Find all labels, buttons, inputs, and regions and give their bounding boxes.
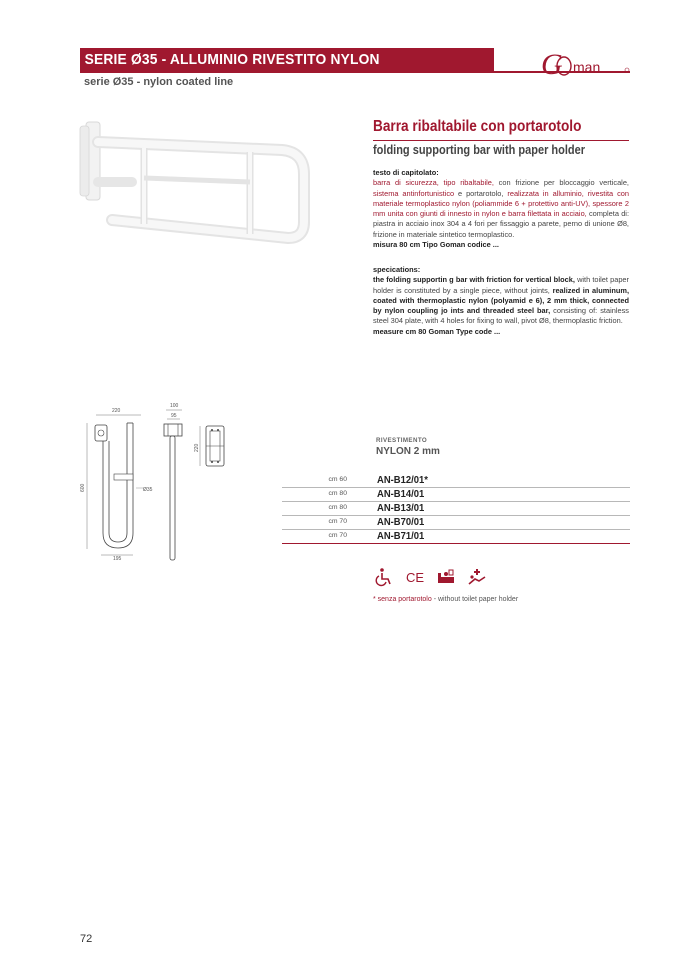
row-code: AN-B14/01 [377,488,425,500]
row-code: AN-B12/01* [377,474,428,486]
dim-diameter-label: Ø35 [143,487,153,493]
row-size: cm 70 [328,532,347,539]
dim-plate-label: 100 [170,403,179,409]
english-text-4: consisting of: stainless steel 304 plate, with 4 holes for fixing to wall, pivot Ø8, thermoplastic friction. [373,306,629,326]
series-subtitle: serie Ø35 - nylon coated line [84,76,234,88]
technical-drawing [76,398,256,574]
footnote-text: - without toilet paper holder [431,596,519,603]
english-heading: specications: [373,265,421,274]
footnote-marked: * senza portarotolo [373,596,432,603]
italian-text-6: completa di: piastra in acciaio inox 304 a 4 fori per fissaggio a parete, perno di unione Ø8, frizione in materiale sintetico termoplastico. [373,209,629,239]
coating-value: NYLON 2 mm [376,446,440,457]
ce-mark-icon: CE [405,569,425,585]
italian-specification [373,168,629,250]
row-size: cm 60 [328,476,347,483]
row-size: cm 80 [328,490,347,497]
table-row [282,502,630,516]
italian-text-1: barra di sicurezza, tipo ribaltabile, [373,178,494,188]
svg-text:man: man [573,59,601,75]
footnote [373,596,518,603]
english-text-3: realized in aluminum, coated with thermoplastic nylon (polyamid e 6), 2 mm thick, connected by nylon coupling jo ints and threaded steel bar, [373,285,630,316]
codes-table [282,474,630,544]
dim-depth-label: 195 [113,556,122,562]
title-divider [373,140,629,141]
italian-heading: testo di capitolato: [373,168,439,177]
product-title: Barra ribaltabile con portarotolo [373,118,582,135]
page-number: 72 [80,933,93,945]
row-size: cm 80 [328,504,347,511]
dim-plate-height-label: 220 [194,443,200,452]
table-row [282,488,630,502]
dim-plate-inner-label: 95 [171,413,177,419]
dim-width-label: 220 [112,408,121,414]
table-row [282,516,630,530]
medical-care-icon [466,567,488,587]
english-specification [373,265,629,337]
table-row [282,474,630,488]
goman-logo-icon [540,46,632,80]
italian-measure: misura 80 cm Tipo Goman codice ... [373,240,499,250]
product-subtitle: folding supporting bar with paper holder [373,143,586,157]
italian-text-3: sistema antinfortunistico [373,188,455,198]
svg-text:G: G [541,48,563,80]
series-title-banner: SERIE Ø35 - ALLUMINIO RIVESTITO NYLON [80,48,494,72]
row-size: cm 70 [328,518,347,525]
product-photo [72,112,328,252]
dim-length-label: 600 [80,483,86,492]
table-row [282,530,630,544]
goman-logo [540,46,632,80]
english-text-2: with toilet paper holder is constituted by a single piece, without joints, [373,275,629,295]
row-code: AN-B70/01 [377,516,425,528]
hospital-bed-icon [435,567,457,587]
certification-icons [373,566,488,588]
italian-text-2: con frizione per bloccaggio verticale, [493,178,629,188]
row-code: AN-B71/01 [377,530,425,542]
row-code: AN-B13/01 [377,502,425,514]
italian-text-4: e portarotolo, [454,188,508,198]
coating-label: RIVESTIMENTO [376,437,428,444]
italian-text-5: realizzata in alluminio, rivestita con materiale termoplastico nylon (poliammide 6 + protettivo anti-UV), spessore 2 mm unita con giunti di innesto in nylon e barra filettata in acciaio, [373,188,629,219]
english-measure: measure cm 80 Goman Type code ... [373,326,501,336]
wheelchair-icon [373,567,395,587]
english-text-1: the folding supportin g bar with friction for vertical block, [373,275,575,285]
